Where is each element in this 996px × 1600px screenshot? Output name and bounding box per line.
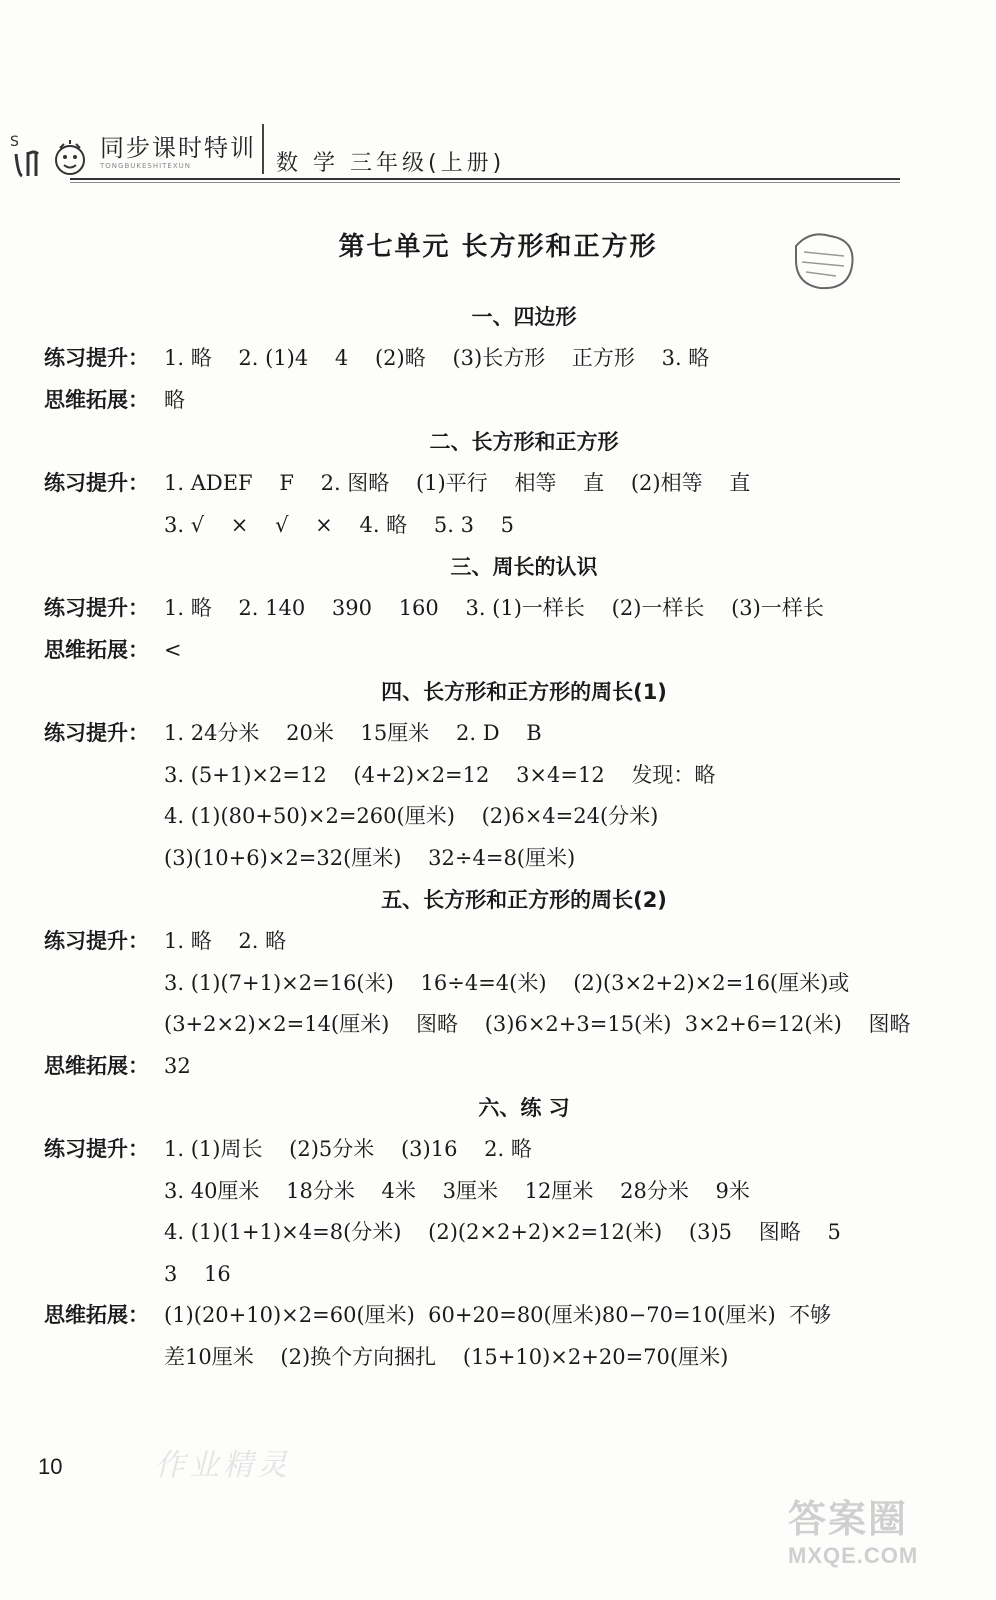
answer-line	[44, 796, 944, 838]
answer-text: 略	[164, 387, 185, 412]
section-title: 一、四边形	[471, 305, 577, 329]
answer-text: (3+2×2)×2=14(厘米) 图略 (3)6×2+3=15(米) 3×2+6=12(米) 图略	[164, 1012, 911, 1036]
answer-content	[44, 296, 944, 1378]
answer-line	[44, 713, 944, 755]
answer-line	[44, 505, 944, 547]
section-title: 二、长方形和正方形	[429, 430, 619, 454]
answer-text: 3. (5+1)×2=12 (4+2)×2=12 3×4=12 发现：略	[164, 762, 716, 787]
answer-label: 练习提升：	[44, 346, 149, 370]
answer-label: 练习提升：	[44, 471, 149, 495]
answer-label: 练习提升：	[44, 929, 149, 953]
answer-text: 1. 24分米 20米 15厘米 2. D B	[164, 721, 542, 745]
page-number: 10	[38, 1454, 63, 1479]
answer-line	[44, 1295, 944, 1337]
answer-text: 1. 略 2. 140 390 160 3. (1)一样长 (2)一样长 (3)一样长	[164, 596, 824, 620]
answer-text: 3 16	[164, 1261, 231, 1286]
header-rule	[70, 178, 900, 180]
svg-text:S: S	[10, 134, 19, 150]
page-header	[0, 118, 900, 184]
watermark-site-url: MXQE.COM	[788, 1543, 919, 1568]
watermark-site-name: 答案圈	[788, 1497, 909, 1541]
answer-line	[44, 1129, 944, 1171]
answer-line	[44, 1046, 944, 1088]
answer-text: 4. (1)(80+50)×2=260(厘米) (2)6×4=24(分米)	[164, 804, 659, 828]
series-title: 同步课时特训	[100, 134, 256, 162]
header-rule-thin	[70, 182, 900, 183]
answer-text: 1. (1)周长 (2)5分米 (3)16 2. 略	[164, 1137, 532, 1161]
answer-line	[44, 588, 944, 630]
stamp-icon	[790, 226, 860, 296]
answer-label: 练习提升：	[44, 721, 149, 745]
unit-title: 第七单元 长方形和正方形	[338, 232, 658, 262]
answer-label: 思维拓展：	[44, 1053, 149, 1078]
answer-line	[44, 1171, 944, 1213]
answer-line	[44, 380, 944, 422]
answer-text: 1. 略 2. (1)4 4 (2)略 (3)长方形 正方形 3. 略	[164, 346, 710, 370]
section-title: 六、练 习	[478, 1096, 570, 1120]
watermark-handwrite: 作业精灵	[155, 1448, 291, 1483]
answer-label: 思维拓展：	[44, 1303, 149, 1327]
answer-text: 32	[164, 1053, 191, 1078]
mascot-logo-icon	[8, 124, 98, 180]
answer-line	[44, 1337, 944, 1379]
answer-line	[44, 630, 944, 672]
header-separator	[262, 124, 264, 174]
answer-line	[44, 755, 944, 797]
answer-line	[44, 463, 944, 505]
answer-line	[44, 1004, 944, 1046]
section-title: 四、长方形和正方形的周长(1)	[381, 680, 667, 704]
answer-line	[44, 1254, 944, 1296]
answer-line	[44, 921, 944, 963]
answer-text: 差10厘米 (2)换个方向捆扎 (15+10)×2+20=70(厘米)	[164, 1344, 729, 1369]
series-subtitle: TONGBUKESHITEXUN	[100, 162, 192, 170]
watermark-site	[788, 1488, 978, 1588]
answer-text: 3. (1)(7+1)×2=16(米) 16÷4=4(米) (2)(3×2+2)×2=16(厘米)或	[164, 970, 850, 995]
answer-label: 思维拓展：	[44, 637, 149, 662]
answer-text: 1. ADEF F 2. 图略 (1)平行 相等 直 (2)相等 直	[164, 471, 751, 495]
answer-line	[44, 963, 944, 1005]
answer-label: 练习提升：	[44, 596, 149, 620]
answer-text: (1)(20+10)×2=60(厘米) 60+20=80(厘米)80−70=10(厘米) 不够	[164, 1303, 832, 1327]
section-title: 三、周长的认识	[450, 555, 598, 579]
answer-label: 练习提升：	[44, 1137, 149, 1161]
answer-text: 3. 40厘米 18分米 4米 3厘米 12厘米 28分米 9米	[164, 1178, 750, 1203]
answer-line	[44, 338, 944, 380]
section-title: 五、长方形和正方形的周长(2)	[381, 888, 667, 912]
answer-text: 4. (1)(1+1)×4=8(分米) (2)(2×2+2)×2=12(米) (3)5 图略 5	[164, 1220, 841, 1244]
answer-text: <	[164, 637, 182, 662]
answer-line	[44, 838, 944, 880]
subject-label: 数 学 三年级(上册)	[276, 151, 506, 176]
answer-text: 1. 略 2. 略	[164, 929, 287, 953]
answer-text: (3)(10+6)×2=32(厘米) 32÷4=8(厘米)	[164, 845, 576, 870]
answer-label: 思维拓展：	[44, 387, 149, 412]
answer-text: 3. √ × √ × 4. 略 5. 3 5	[164, 512, 515, 537]
answer-line	[44, 1212, 944, 1254]
